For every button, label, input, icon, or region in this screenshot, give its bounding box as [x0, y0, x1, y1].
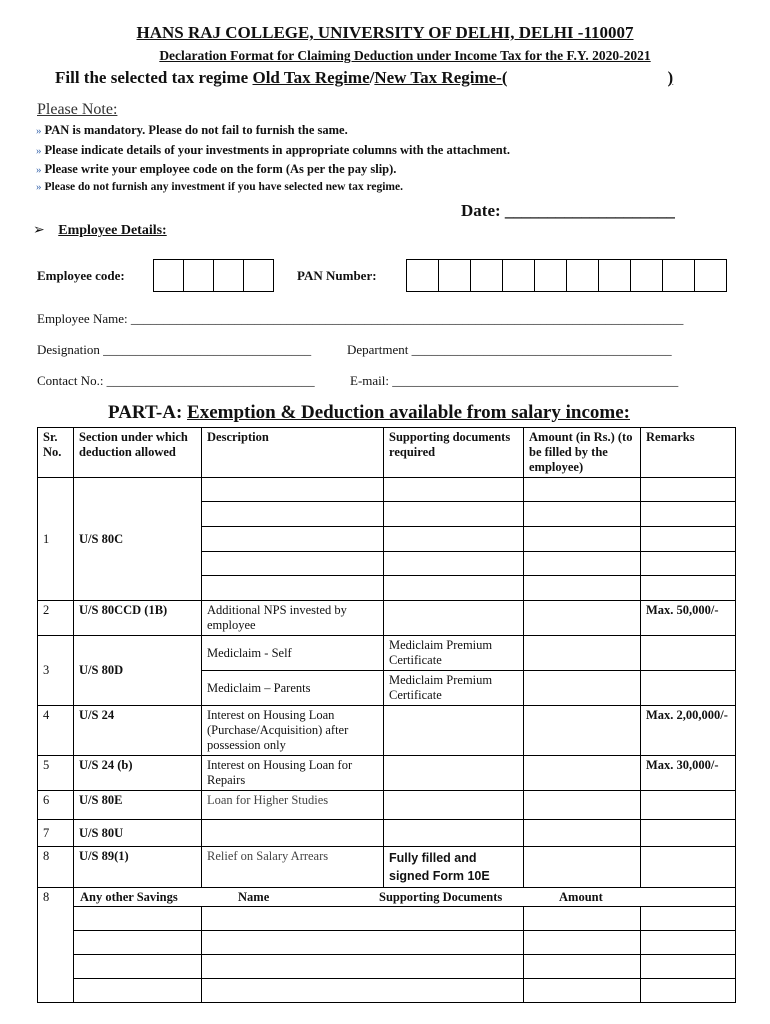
entry-cell[interactable] — [202, 907, 524, 931]
entry-cell[interactable] — [524, 552, 641, 576]
contact-field[interactable]: Contact No.: ________________________________ — [37, 373, 315, 388]
entry-cell[interactable] — [202, 979, 524, 1003]
header-remarks: Remarks — [641, 428, 736, 478]
entry-cell[interactable] — [524, 847, 641, 888]
declaration-subtitle: Declaration Format for Claiming Deduction under Income Tax for the F.Y. 2020-2021 — [159, 48, 651, 63]
regime-prefix: Fill the selected tax regime — [55, 68, 253, 87]
entry-cell[interactable] — [384, 756, 524, 791]
entry-cell[interactable] — [641, 502, 736, 527]
entry-cell[interactable] — [524, 478, 641, 502]
row-section: U/S 80D — [74, 636, 202, 706]
note-text: Please do not furnish any investment if you have selected new tax regime. — [44, 181, 403, 193]
table-row — [38, 756, 736, 791]
pan-box[interactable] — [631, 260, 663, 291]
row-description: Additional NPS invested by employee — [202, 601, 384, 636]
pan-box[interactable] — [535, 260, 567, 291]
entry-cell[interactable] — [202, 527, 384, 552]
row-remarks: Max. 50,000/- — [641, 601, 736, 636]
table-row — [38, 979, 736, 1003]
entry-cell[interactable] — [384, 527, 524, 552]
deduction-table — [37, 427, 736, 1003]
table-header-row — [38, 428, 736, 478]
pan-number-label: PAN Number: — [297, 268, 377, 283]
part-a-heading — [108, 402, 630, 424]
entry-cell[interactable] — [641, 527, 736, 552]
entry-cell[interactable] — [74, 931, 202, 955]
table-row — [38, 907, 736, 931]
entry-cell[interactable] — [524, 706, 641, 756]
table-row — [38, 636, 736, 671]
table-row — [38, 478, 736, 502]
row-section: U/S 80U — [74, 820, 202, 847]
pan-box[interactable] — [503, 260, 535, 291]
entry-cell[interactable] — [524, 527, 641, 552]
entry-cell[interactable] — [524, 931, 641, 955]
row-sr: 1 — [38, 478, 74, 601]
pan-box[interactable] — [407, 260, 439, 291]
employee-code-label: Employee code: — [37, 268, 125, 283]
row-sr: 8 — [38, 847, 74, 888]
row-sr: 6 — [38, 791, 74, 820]
regime-old-option[interactable]: Old Tax Regime — [252, 68, 370, 87]
designation-field[interactable]: Designation ________________________________ — [37, 342, 312, 357]
arrow-icon: » — [36, 181, 42, 193]
row-description: Loan for Higher Studies — [202, 791, 384, 820]
header-amount: Amount (in Rs.) (to be filled by the employee) — [524, 428, 641, 478]
row-section: U/S 80C — [74, 478, 202, 601]
please-note-title: Please Note: — [37, 101, 118, 118]
row-description: Relief on Salary Arrears — [202, 847, 384, 888]
note-item — [36, 123, 348, 138]
table-row — [38, 955, 736, 979]
entry-cell[interactable] — [202, 502, 384, 527]
entry-cell[interactable] — [641, 820, 736, 847]
code-box[interactable] — [214, 260, 244, 291]
tax-regime-line — [55, 68, 673, 88]
entry-cell[interactable] — [641, 907, 736, 931]
row-documents: Mediclaim Premium Certificate — [384, 671, 524, 706]
arrow-icon: » — [36, 164, 42, 176]
regime-blank-field[interactable] — [508, 68, 668, 88]
code-box[interactable] — [154, 260, 184, 291]
entry-cell[interactable] — [202, 820, 384, 847]
entry-cell[interactable] — [641, 931, 736, 955]
entry-cell[interactable] — [641, 671, 736, 706]
entry-cell[interactable] — [524, 820, 641, 847]
other-savings-amount-header: Amount — [559, 890, 603, 904]
row-description: Mediclaim – Parents — [202, 671, 384, 706]
college-title: HANS RAJ COLLEGE, UNIVERSITY OF DELHI, DELHI -110007 — [136, 23, 634, 42]
row-description: Interest on Housing Loan (Purchase/Acquisition) after possession only — [202, 706, 384, 756]
entry-cell[interactable] — [74, 907, 202, 931]
entry-cell[interactable] — [524, 601, 641, 636]
employee-details-label: Employee Details: — [58, 223, 167, 238]
note-item — [36, 181, 403, 193]
row-sr: 5 — [38, 756, 74, 791]
pan-box[interactable] — [439, 260, 471, 291]
regime-new-label: New Tax Regime-( — [374, 68, 508, 87]
entry-cell[interactable] — [202, 955, 524, 979]
entry-cell[interactable] — [641, 979, 736, 1003]
entry-cell[interactable] — [384, 706, 524, 756]
row-remarks: Max. 30,000/- — [641, 756, 736, 791]
part-a-title: Exemption & Deduction available from salary income: — [187, 402, 630, 423]
row-section: U/S 80CCD (1B) — [74, 601, 202, 636]
table-row — [38, 791, 736, 820]
entry-cell[interactable] — [641, 791, 736, 820]
other-savings-header — [74, 888, 736, 907]
table-row — [38, 820, 736, 847]
entry-cell[interactable] — [641, 955, 736, 979]
note-item — [36, 143, 510, 158]
entry-cell[interactable] — [74, 979, 202, 1003]
other-savings-name-header: Name — [238, 890, 270, 904]
table-row — [38, 888, 736, 907]
pan-box[interactable] — [695, 260, 727, 291]
entry-cell[interactable] — [202, 478, 384, 502]
entry-cell[interactable] — [524, 907, 641, 931]
entry-cell[interactable] — [202, 576, 384, 601]
part-a-prefix: PART-A: — [108, 402, 188, 423]
row-documents: Mediclaim Premium Certificate — [384, 636, 524, 671]
row-remarks: Max. 2,00,000/- — [641, 706, 736, 756]
entry-cell[interactable] — [524, 791, 641, 820]
entry-cell[interactable] — [384, 552, 524, 576]
row-sr: 4 — [38, 706, 74, 756]
entry-cell[interactable] — [641, 847, 736, 888]
entry-cell[interactable] — [384, 576, 524, 601]
entry-cell[interactable] — [384, 791, 524, 820]
table-row — [38, 601, 736, 636]
entry-cell[interactable] — [384, 601, 524, 636]
header-section: Section under which deduction allowed — [74, 428, 202, 478]
entry-cell[interactable] — [384, 820, 524, 847]
bullet-arrow-icon: ➢ — [33, 223, 45, 238]
entry-cell[interactable] — [524, 576, 641, 601]
entry-cell[interactable] — [524, 955, 641, 979]
pan-box[interactable] — [599, 260, 631, 291]
entry-cell[interactable] — [641, 552, 736, 576]
row-documents: Fully filled and signed Form 10E — [384, 847, 524, 888]
employee-details-heading — [33, 222, 167, 239]
entry-cell[interactable] — [641, 478, 736, 502]
code-box[interactable] — [184, 260, 214, 291]
entry-cell[interactable] — [202, 552, 384, 576]
employee-code-boxes[interactable] — [153, 259, 274, 292]
row-description: Mediclaim - Self — [202, 636, 384, 671]
date-field[interactable]: Date: ____________________ — [461, 201, 675, 220]
entry-cell[interactable] — [524, 979, 641, 1003]
pan-box[interactable] — [471, 260, 503, 291]
entry-cell[interactable] — [641, 636, 736, 671]
pan-number-boxes[interactable] — [406, 259, 727, 292]
row-description: Interest on Housing Loan for Repairs — [202, 756, 384, 791]
note-text: Please write your employee code on the form (As per the pay slip). — [44, 162, 397, 176]
employee-name-field[interactable]: Employee Name: _____________________________________________________________________________________ — [37, 311, 684, 326]
regime-separator: / — [369, 68, 375, 87]
entry-cell[interactable] — [524, 756, 641, 791]
regime-close-paren: ) — [667, 68, 674, 87]
header-sr: Sr. No. — [38, 428, 74, 478]
row-section: U/S 24 — [74, 706, 202, 756]
row-sr: 8 — [38, 888, 74, 1003]
entry-cell[interactable] — [384, 502, 524, 527]
entry-cell[interactable] — [524, 636, 641, 671]
table-row — [38, 931, 736, 955]
pan-box[interactable] — [663, 260, 695, 291]
note-text: PAN is mandatory. Please do not fail to furnish the same. — [44, 123, 348, 137]
arrow-icon: » — [36, 145, 42, 157]
entry-cell[interactable] — [524, 671, 641, 706]
note-item — [36, 162, 396, 177]
header-description: Description — [202, 428, 384, 478]
entry-cell[interactable] — [641, 576, 736, 601]
other-savings-docs-header: Supporting Documents — [379, 890, 503, 904]
regime-new-option[interactable] — [374, 68, 673, 87]
code-box[interactable] — [244, 260, 274, 291]
row-sr: 2 — [38, 601, 74, 636]
pan-box[interactable] — [567, 260, 599, 291]
table-row — [38, 847, 736, 888]
other-savings-label: Any other Savings — [80, 890, 178, 904]
header-documents: Supporting documents required — [384, 428, 524, 478]
entry-cell[interactable] — [74, 955, 202, 979]
email-field[interactable]: E-mail: ____________________________________________ — [350, 373, 679, 388]
arrow-icon: » — [36, 125, 42, 137]
entry-cell[interactable] — [524, 502, 641, 527]
note-text: Please indicate details of your investments in appropriate columns with the attachment. — [44, 143, 510, 157]
entry-cell[interactable] — [384, 478, 524, 502]
department-field[interactable]: Department ________________________________________ — [347, 342, 672, 357]
row-section: U/S 89(1) — [74, 847, 202, 888]
table-row — [38, 706, 736, 756]
row-section: U/S 80E — [74, 791, 202, 820]
row-sr: 7 — [38, 820, 74, 847]
entry-cell[interactable] — [202, 931, 524, 955]
row-section: U/S 24 (b) — [74, 756, 202, 791]
row-sr: 3 — [38, 636, 74, 706]
